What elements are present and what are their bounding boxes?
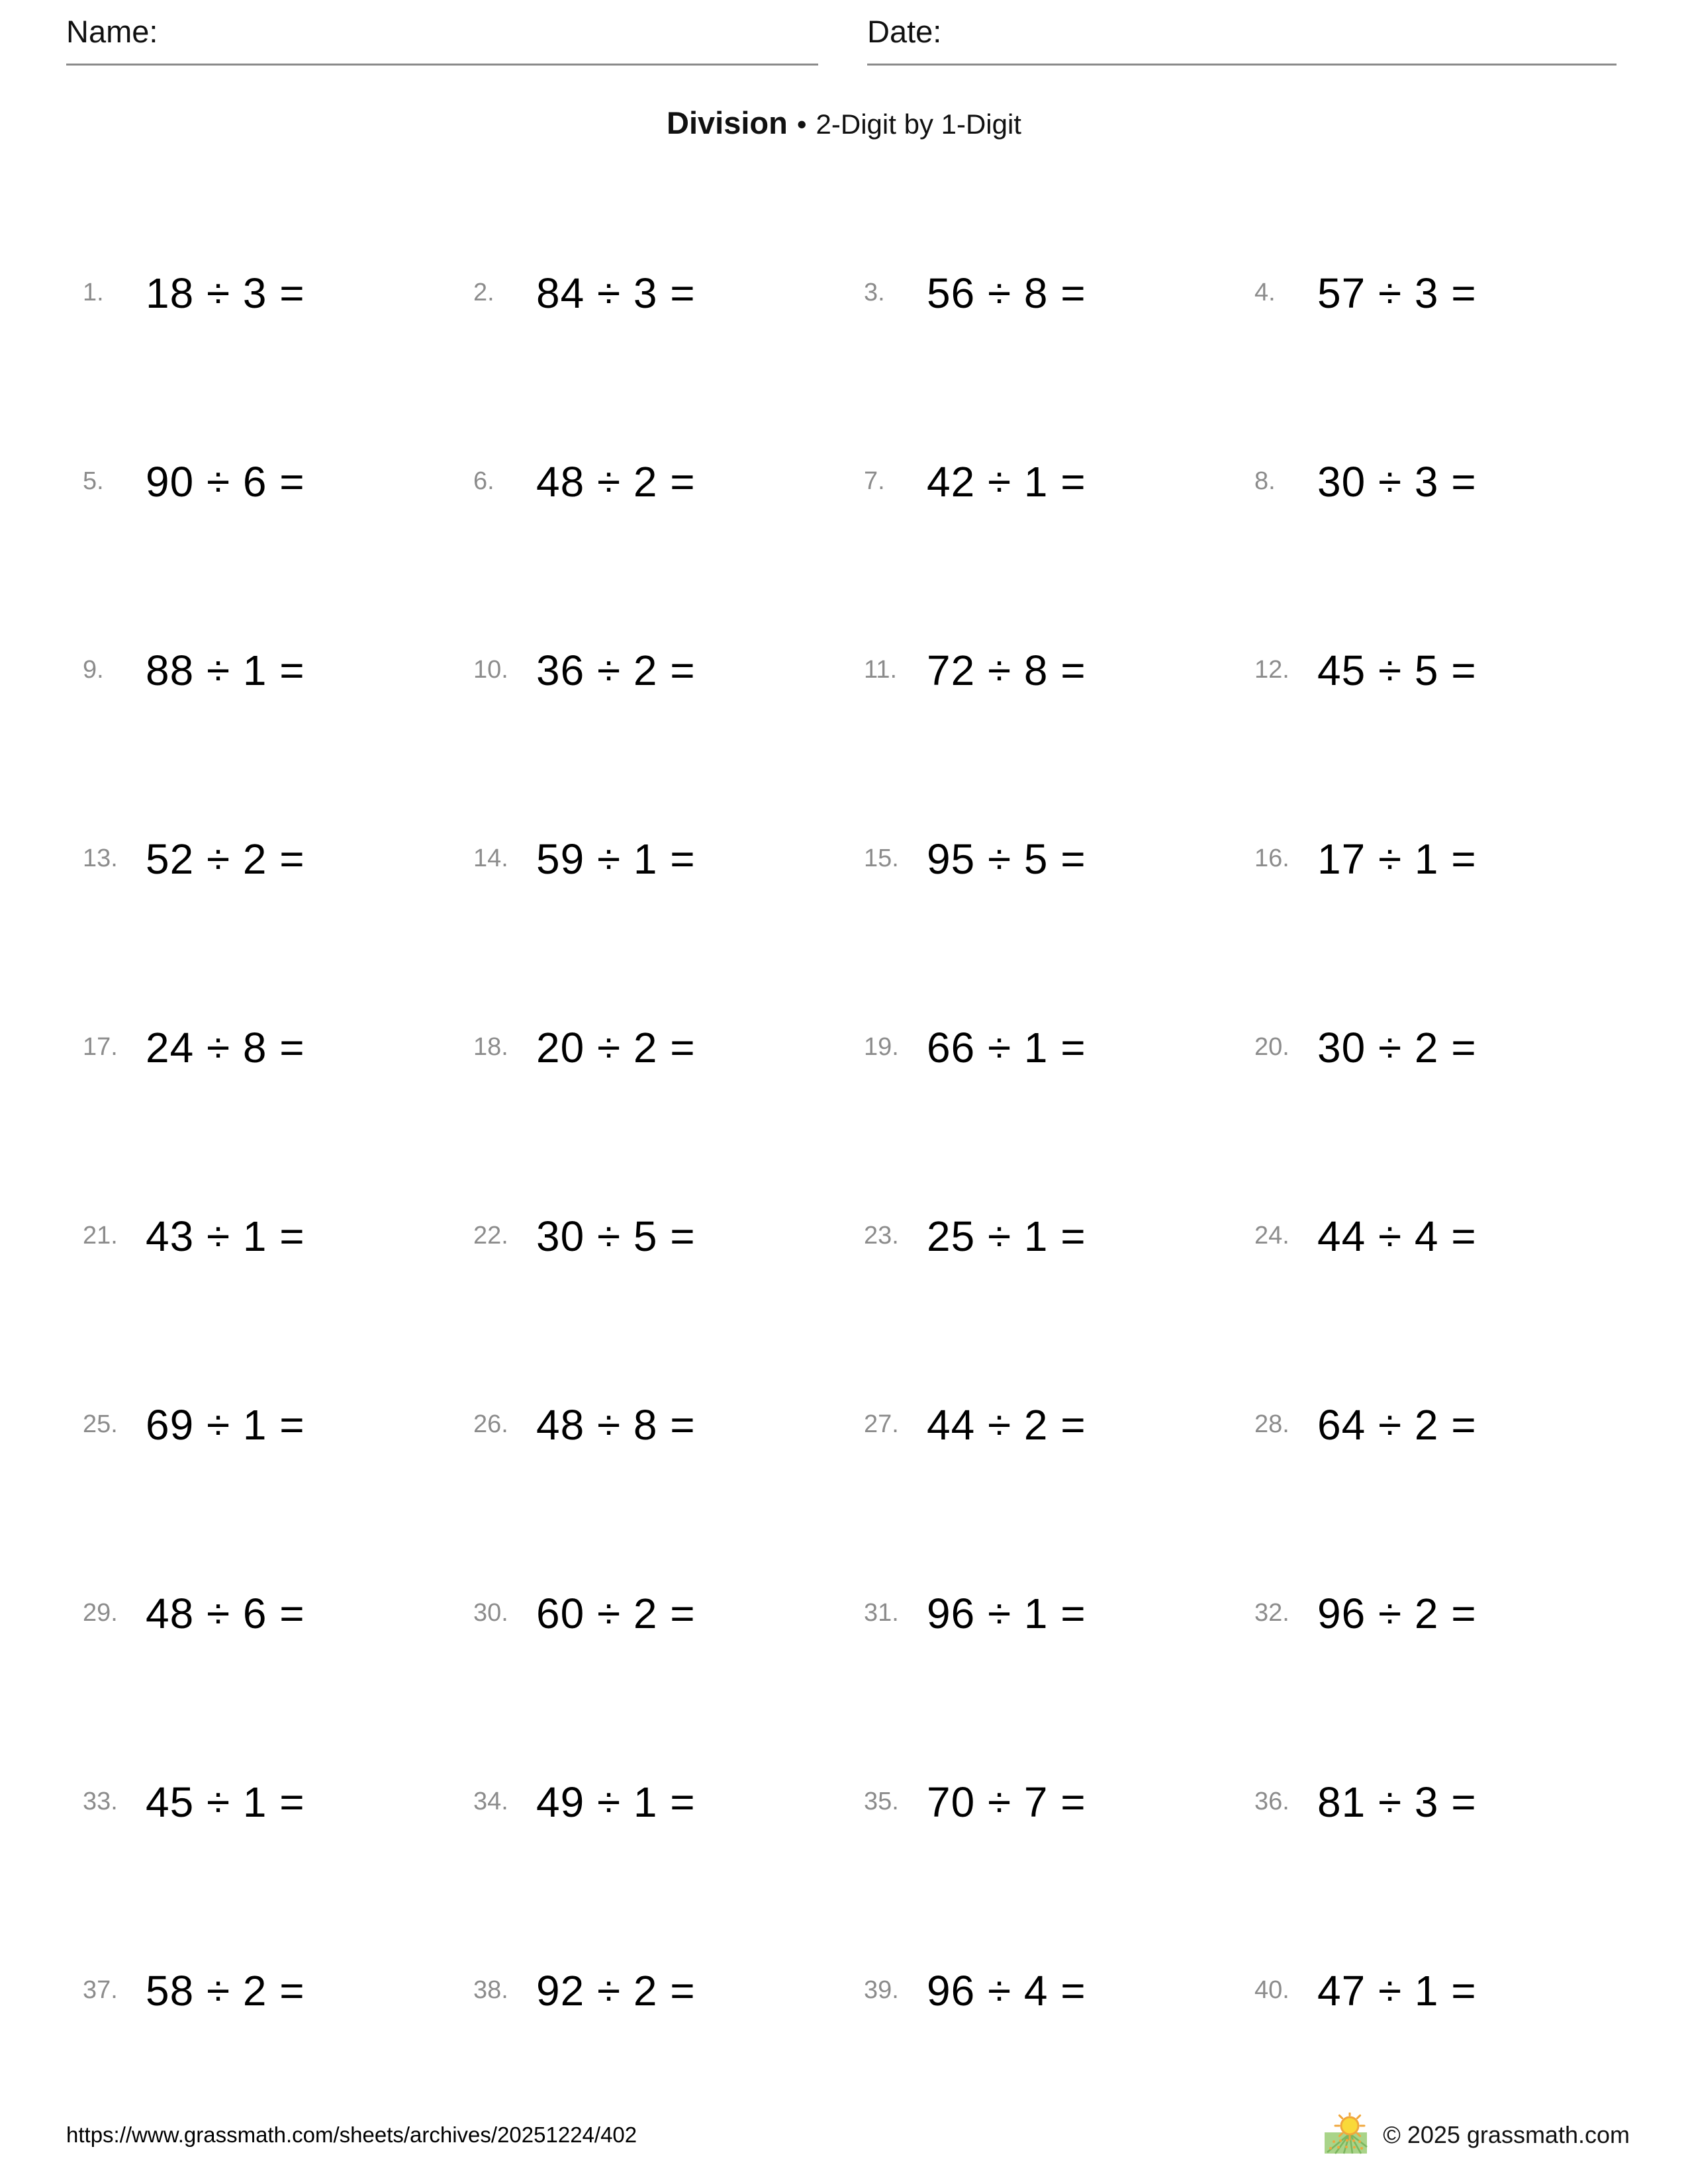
problem-number: 18. [473,1033,508,1061]
problem-expression: 17 ÷ 1 = [1317,835,1477,883]
problem-expression: 44 ÷ 4 = [1317,1212,1477,1260]
problem-expression: 66 ÷ 1 = [927,1023,1086,1071]
problem-cell [864,953,1254,1142]
problem-number: 12. [1254,656,1289,684]
problem-cell [1254,1896,1645,2085]
problem-cell [1254,199,1645,387]
problem-expression: 48 ÷ 6 = [146,1589,305,1637]
problem-expression: 84 ÷ 3 = [536,269,696,317]
problem-cell [864,1707,1254,1896]
problem-number: 21. [83,1222,118,1250]
problem-expression: 18 ÷ 3 = [146,269,305,317]
problem-number: 35. [864,1788,899,1815]
problem-expression: 24 ÷ 8 = [146,1023,305,1071]
problem-number: 1. [83,279,104,306]
problem-number: 27. [864,1410,899,1438]
problem-cell [1254,1142,1645,1330]
problem-number: 9. [83,656,104,684]
problem-number: 25. [83,1410,118,1438]
problem-number: 29. [83,1599,118,1627]
problem-number: 34. [473,1788,508,1815]
problem-cell [83,199,473,387]
problem-cell [864,576,1254,764]
problem-number: 31. [864,1599,899,1627]
problem-expression: 30 ÷ 5 = [536,1212,696,1260]
problem-expression: 60 ÷ 2 = [536,1589,696,1637]
problem-cell [83,1707,473,1896]
problem-expression: 90 ÷ 6 = [146,457,305,506]
problem-number: 16. [1254,844,1289,872]
problem-number: 32. [1254,1599,1289,1627]
problem-cell [1254,1330,1645,1519]
problem-expression: 36 ÷ 2 = [536,646,696,694]
problem-expression: 47 ÷ 1 = [1317,1966,1477,2015]
problem-number: 15. [864,844,899,872]
problem-number: 20. [1254,1033,1289,1061]
problems-grid [83,199,1645,2085]
problem-cell [83,387,473,576]
problem-expression: 70 ÷ 7 = [927,1778,1086,1826]
problem-expression: 96 ÷ 1 = [927,1589,1086,1637]
problem-expression: 20 ÷ 2 = [536,1023,696,1071]
problem-expression: 57 ÷ 3 = [1317,269,1477,317]
problem-cell [864,1896,1254,2085]
title-main: Division [667,105,788,140]
problem-cell [83,1142,473,1330]
problem-expression: 88 ÷ 1 = [146,646,305,694]
problem-expression: 49 ÷ 1 = [536,1778,696,1826]
problem-expression: 64 ÷ 2 = [1317,1400,1477,1449]
problem-cell [83,764,473,953]
problem-cell [473,1707,864,1896]
problem-cell [864,764,1254,953]
problem-cell [864,1330,1254,1519]
problem-expression: 95 ÷ 5 = [927,835,1086,883]
copyright-text: © 2025 grassmath.com [1383,2121,1630,2148]
problem-number: 11. [864,656,898,684]
problem-expression: 81 ÷ 3 = [1317,1778,1477,1826]
problem-cell [473,387,864,576]
problem-number: 37. [83,1976,118,2004]
problem-number: 7. [864,467,885,495]
problem-expression: 30 ÷ 3 = [1317,457,1477,506]
problem-cell [1254,1707,1645,1896]
title-separator: • [796,109,807,140]
problem-cell [473,199,864,387]
problem-cell [1254,576,1645,764]
problem-number: 10. [473,656,508,684]
problem-cell [473,1330,864,1519]
problem-number: 2. [473,279,494,306]
problem-number: 28. [1254,1410,1289,1438]
footer-brand [1323,2113,1630,2158]
problem-expression: 48 ÷ 8 = [536,1400,696,1449]
problem-cell [473,1519,864,1707]
title-subtitle: 2-Digit by 1-Digit [816,109,1021,140]
problem-expression: 72 ÷ 8 = [927,646,1086,694]
sun-over-field-icon [1323,2113,1368,2158]
problem-number: 19. [864,1033,899,1061]
problem-expression: 56 ÷ 8 = [927,269,1086,317]
problem-number: 36. [1254,1788,1289,1815]
problem-expression: 45 ÷ 1 = [146,1778,305,1826]
problem-number: 40. [1254,1976,1289,2004]
problem-number: 3. [864,279,885,306]
problem-cell [473,576,864,764]
problem-expression: 96 ÷ 4 = [927,1966,1086,2015]
problem-expression: 69 ÷ 1 = [146,1400,305,1449]
problem-number: 24. [1254,1222,1289,1250]
problem-expression: 96 ÷ 2 = [1317,1589,1477,1637]
problem-cell [864,387,1254,576]
problem-cell [1254,1519,1645,1707]
problem-number: 4. [1254,279,1276,306]
problem-cell [473,1896,864,2085]
problem-number: 14. [473,844,508,872]
problem-expression: 45 ÷ 5 = [1317,646,1477,694]
problem-cell [864,199,1254,387]
footer-url: https://www.grassmath.com/sheets/archives/20251224/402 [66,2122,637,2147]
problem-expression: 52 ÷ 2 = [146,835,305,883]
date-label: Date: [867,14,942,49]
problem-cell [83,576,473,764]
problem-expression: 43 ÷ 1 = [146,1212,305,1260]
problem-number: 13. [83,844,118,872]
problem-cell [83,1896,473,2085]
problem-cell [1254,387,1645,576]
problem-cell [83,1330,473,1519]
problem-number: 39. [864,1976,899,2004]
problem-cell [864,1142,1254,1330]
problem-cell [83,1519,473,1707]
name-field [66,11,818,66]
problem-number: 5. [83,467,104,495]
problem-expression: 30 ÷ 2 = [1317,1023,1477,1071]
problem-expression: 42 ÷ 1 = [927,457,1086,506]
problem-expression: 25 ÷ 1 = [927,1212,1086,1260]
problem-cell [1254,764,1645,953]
page-title [0,105,1688,141]
problem-number: 8. [1254,467,1276,495]
problem-number: 17. [83,1033,118,1061]
problem-expression: 58 ÷ 2 = [146,1966,305,2015]
date-field [867,11,1617,66]
problem-expression: 59 ÷ 1 = [536,835,696,883]
problem-expression: 92 ÷ 2 = [536,1966,696,2015]
problem-number: 38. [473,1976,508,2004]
problem-number: 26. [473,1410,508,1438]
name-label: Name: [66,14,158,49]
problem-number: 22. [473,1222,508,1250]
problem-number: 23. [864,1222,899,1250]
problem-cell [473,1142,864,1330]
problem-cell [83,953,473,1142]
problem-number: 6. [473,467,494,495]
problem-cell [1254,953,1645,1142]
problem-expression: 44 ÷ 2 = [927,1400,1086,1449]
problem-expression: 48 ÷ 2 = [536,457,696,506]
problem-cell [864,1519,1254,1707]
problem-cell [473,953,864,1142]
problem-number: 33. [83,1788,118,1815]
problem-cell [473,764,864,953]
problem-number: 30. [473,1599,508,1627]
